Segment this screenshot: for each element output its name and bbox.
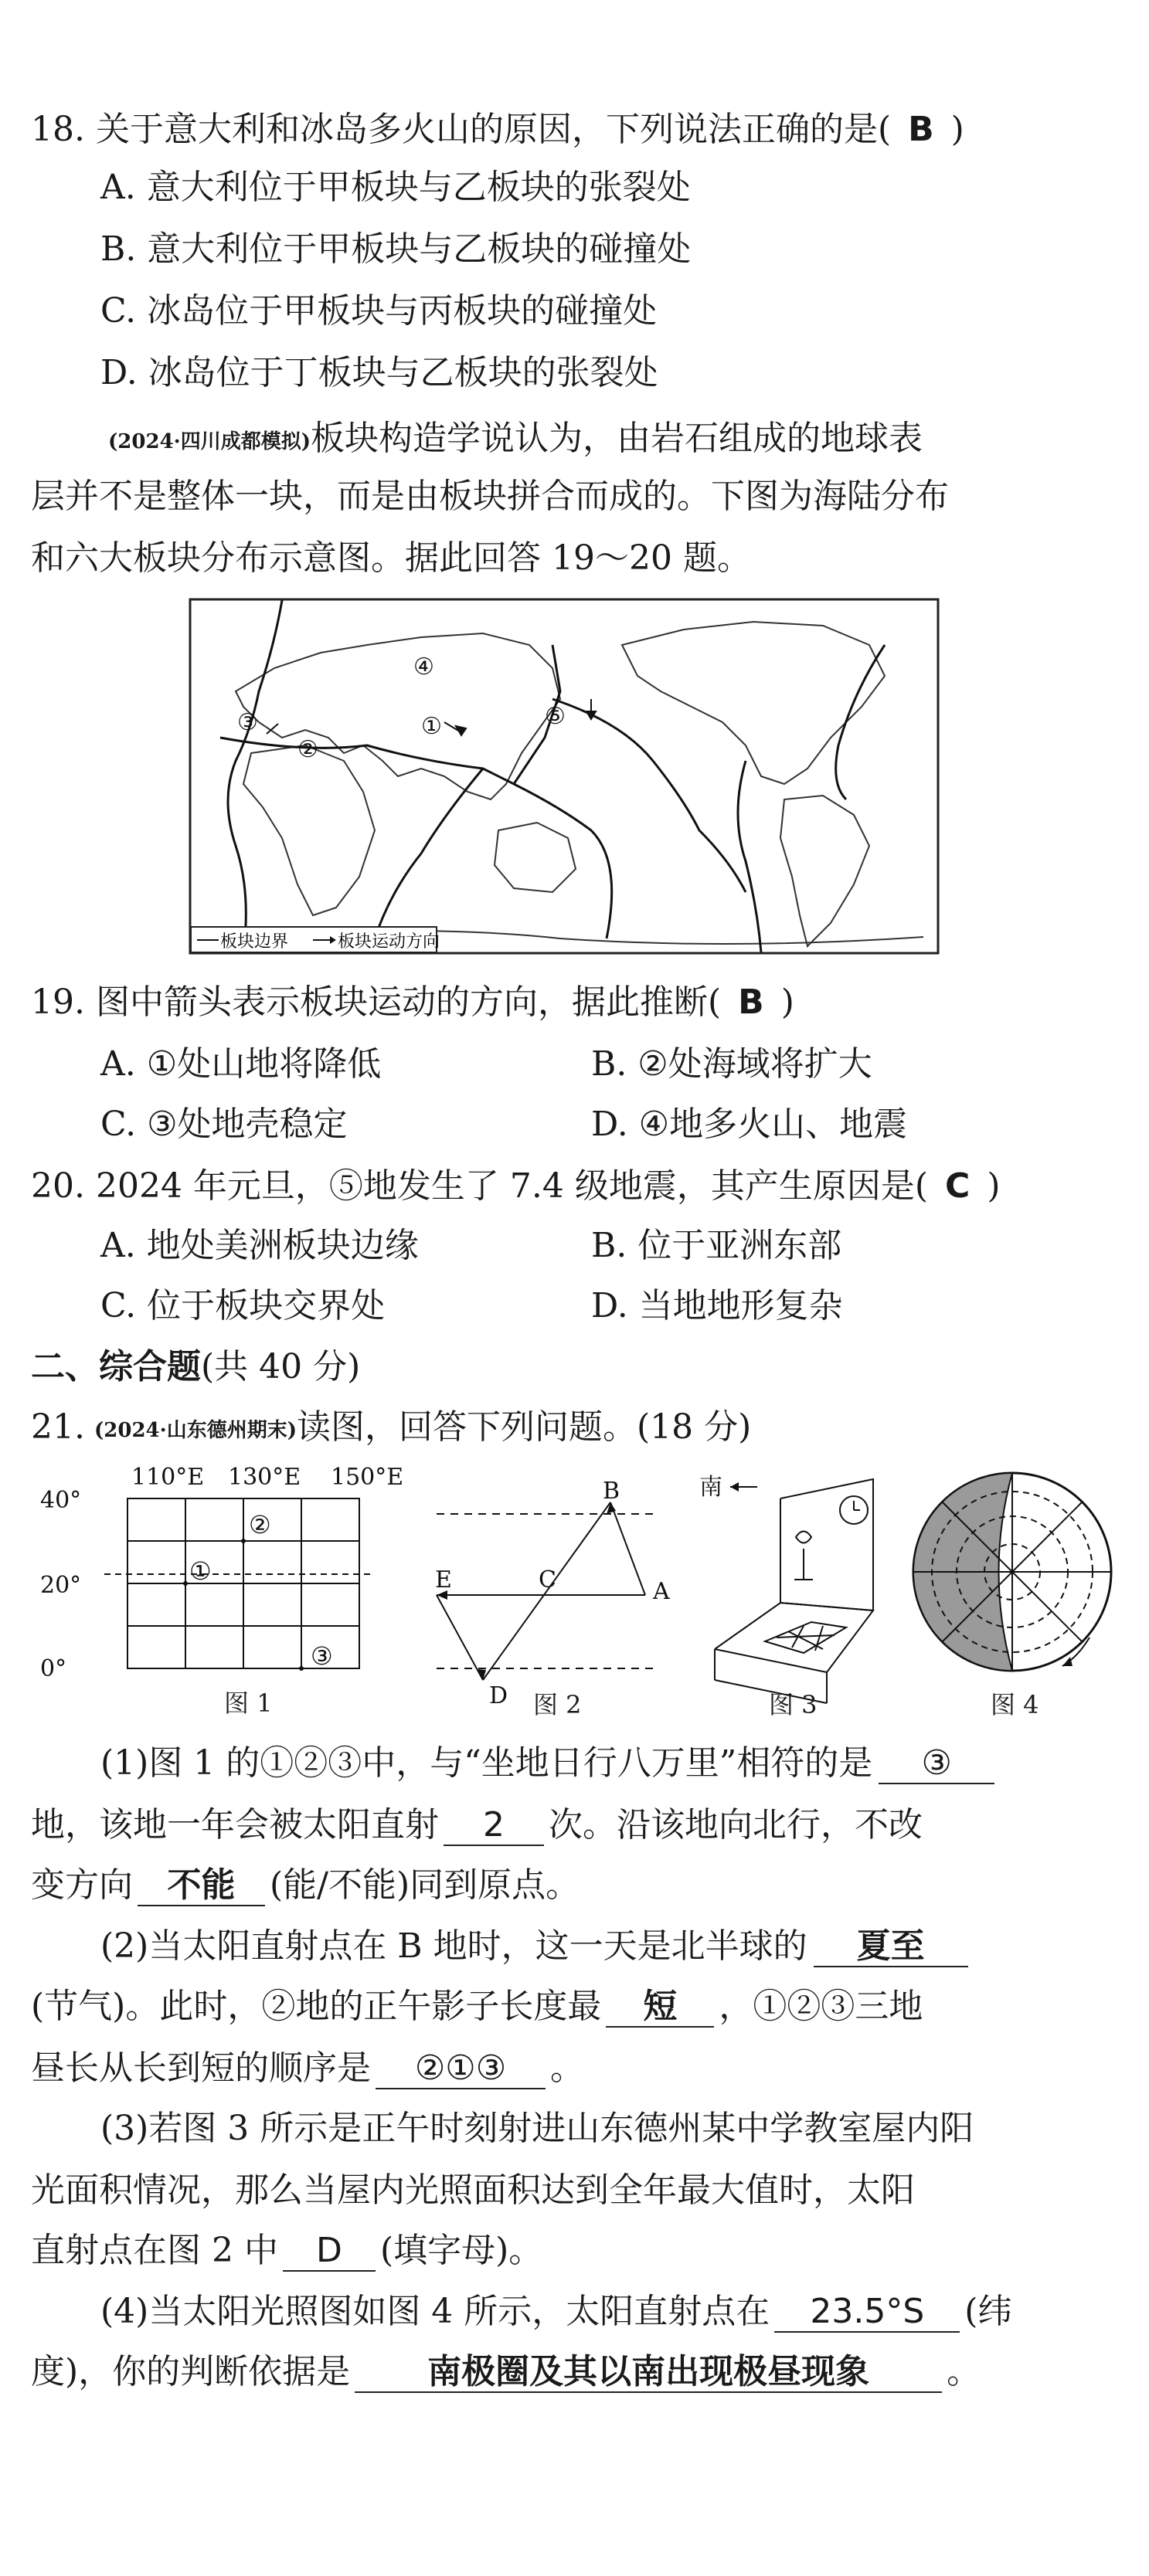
fig1-lon-110: 110°E bbox=[131, 1464, 205, 1491]
sub3-text-1: 直射点在图 2 中 bbox=[31, 2231, 278, 2270]
sub3-line-2: 光面积情况，那么当屋内光照面积达到全年最大值时，太阳 bbox=[31, 2170, 915, 2210]
q20-option-d: D. 当地地形复杂 bbox=[591, 1286, 843, 1325]
sub1-blank-2: 2 bbox=[444, 1806, 544, 1846]
fig1-lon-130: 130°E bbox=[228, 1464, 301, 1491]
sub4-blank-1: 23.5°S bbox=[774, 2293, 960, 2333]
figure-1-svg bbox=[39, 1460, 404, 1715]
figure-2 bbox=[421, 1475, 684, 1719]
figure-3 bbox=[695, 1464, 889, 1719]
sub3-line-3 bbox=[31, 2229, 542, 2272]
q18-close: ) bbox=[950, 110, 964, 149]
sub1-text-2: 地，该地一年会被太阳直射 bbox=[31, 1805, 439, 1845]
fig2-label-c: C bbox=[539, 1566, 556, 1593]
sub1-text-5: (能/不能)同到原点。 bbox=[270, 1865, 580, 1905]
sub3-text-2: (填字母)。 bbox=[379, 2231, 543, 2270]
sub3-line-1: (3)若图 3 所示是正午时刻射进山东德州某中学教室屋内阳 bbox=[100, 2109, 974, 2148]
sub4-line-1 bbox=[100, 2290, 1011, 2333]
sub1-line-1 bbox=[100, 1742, 994, 1785]
q19-stem-text: 19. 图中箭头表示板块运动的方向，据此推断( bbox=[31, 983, 722, 1022]
q18-option-b: B. 意大利位于甲板块与乙板块的碰撞处 bbox=[100, 229, 692, 269]
q19-answer: B bbox=[738, 983, 764, 1022]
map-marker-1: ① bbox=[421, 713, 442, 740]
q18-option-c: C. 冰岛位于甲板块与丙板块的碰撞处 bbox=[100, 291, 658, 331]
sub4-text-2: (纬 bbox=[964, 2292, 1012, 2331]
sub4-line-2 bbox=[31, 2350, 981, 2394]
fig3-south-arrow-icon bbox=[730, 1482, 739, 1492]
plate-map-svg bbox=[189, 599, 939, 954]
q18-option-a: A. 意大利位于甲板块与乙板块的张裂处 bbox=[100, 168, 691, 207]
sub1-blank-3: 不能 bbox=[138, 1866, 265, 1906]
sub4-blank-2: 南极圈及其以南出现极昼现象 bbox=[355, 2353, 942, 2393]
section-2-title: 二、综合题 bbox=[31, 1347, 201, 1386]
q20-stem-text: 20. 2024 年元旦，⑤地发生了 7.4 级地震，其产生原因是( bbox=[31, 1166, 929, 1206]
q20-option-c: C. 位于板块交界处 bbox=[100, 1286, 386, 1325]
figure-4 bbox=[912, 1464, 1120, 1719]
fig1-lat-40: 40° bbox=[40, 1487, 82, 1514]
fig2-label-a: A bbox=[653, 1578, 670, 1605]
section-2-heading bbox=[31, 1346, 360, 1389]
section-2-score: (共 40 分) bbox=[201, 1347, 361, 1386]
q18-answer: B bbox=[908, 110, 934, 149]
q18-option-d: D. 冰岛位于丁板块与乙板块的张裂处 bbox=[100, 353, 658, 392]
sub1-text-3: 次。沿该地向北行，不改 bbox=[549, 1805, 923, 1845]
fig4-caption: 图 4 bbox=[991, 1690, 1039, 1719]
figure-3-svg bbox=[695, 1464, 889, 1715]
sub1-text-4: 变方向 bbox=[31, 1865, 133, 1905]
fig3-south-label: 南 bbox=[699, 1474, 722, 1501]
intro-source: (2024·四川成都模拟) bbox=[108, 430, 311, 453]
q20-option-a: A. 地处美洲板块边缘 bbox=[100, 1226, 419, 1265]
fig2-label-e: E bbox=[435, 1566, 452, 1593]
q21-source: (2024·山东德州期末) bbox=[93, 1419, 297, 1442]
intro-text-1: 板块构造学说认为，由岩石组成的地球表 bbox=[311, 419, 923, 458]
q18-stem bbox=[31, 108, 964, 151]
q19-option-a: A. ①处山地将降低 bbox=[100, 1044, 382, 1084]
intro-line-2: 层并不是整体一块，而是由板块拼合而成的。下图为海陆分布 bbox=[31, 477, 949, 516]
fig3-caption: 图 3 bbox=[769, 1690, 818, 1719]
q19-option-b: B. ②处海域将扩大 bbox=[591, 1044, 872, 1084]
q21-stem bbox=[31, 1406, 751, 1452]
sub2-text-2: (节气)。此时，②地的正午影子长度最 bbox=[31, 1987, 602, 2026]
q21-num: 21. bbox=[31, 1407, 85, 1447]
fig2-label-b: B bbox=[603, 1478, 620, 1505]
sub2-text-5: 。 bbox=[550, 2048, 584, 2088]
intro-line-3: 和六大板块分布示意图。据此回答 19～20 题。 bbox=[31, 538, 751, 578]
map-marker-2: ② bbox=[297, 736, 318, 763]
q20-stem bbox=[31, 1165, 1001, 1208]
map-legend-direction: 板块运动方向 bbox=[338, 932, 440, 952]
map-marker-3: ③ bbox=[237, 709, 258, 736]
sub2-line-2 bbox=[31, 1985, 923, 2028]
fig4-rotation-arrow-icon bbox=[1062, 1657, 1073, 1666]
fig1-caption: 图 1 bbox=[224, 1688, 273, 1718]
q18-stem-text: 18. 关于意大利和冰岛多火山的原因，下列说法正确的是( bbox=[31, 110, 892, 149]
fig2-label-d: D bbox=[489, 1682, 508, 1709]
map-legend-boundary: 板块边界 bbox=[220, 932, 289, 952]
fig1-point-2: ② bbox=[249, 1510, 271, 1539]
figure-2-svg bbox=[421, 1475, 684, 1715]
q20-option-b: B. 位于亚洲东部 bbox=[591, 1226, 842, 1265]
fig1-lat-20: 20° bbox=[40, 1572, 82, 1599]
sub2-text-3: ，①②③三地 bbox=[719, 1987, 923, 2026]
q19-close: ) bbox=[780, 983, 794, 1022]
sub2-text-1: (2)当太阳直射点在 B 地时，这一天是北半球的 bbox=[100, 1926, 807, 1966]
sub1-line-2 bbox=[31, 1804, 923, 1847]
fig2-caption: 图 2 bbox=[533, 1690, 582, 1719]
figure-4-svg bbox=[912, 1464, 1120, 1715]
sub2-blank-2: 短 bbox=[606, 1987, 714, 2028]
fig1-point-1: ① bbox=[189, 1556, 212, 1586]
figure-1 bbox=[39, 1460, 404, 1718]
sub4-text-1: (4)当太阳光照图如图 4 所示，太阳直射点在 bbox=[100, 2292, 770, 2331]
sub2-blank-3: ②①③ bbox=[376, 2049, 546, 2089]
sub4-text-4: 。 bbox=[947, 2352, 981, 2391]
fig1-lon-150: 150°E bbox=[331, 1464, 404, 1491]
sub1-text-1: (1)图 1 的①②③中，与“坐地日行八万里”相符的是 bbox=[100, 1743, 873, 1783]
q19-option-c: C. ③处地壳稳定 bbox=[100, 1105, 348, 1144]
intro-line-1 bbox=[108, 417, 923, 463]
fig1-lat-0: 0° bbox=[40, 1655, 67, 1682]
fig1-point-3: ③ bbox=[311, 1641, 333, 1671]
sub2-text-4: 昼长从长到短的顺序是 bbox=[31, 2048, 371, 2088]
sub2-line-3 bbox=[31, 2047, 584, 2090]
q19-stem bbox=[31, 981, 794, 1024]
plate-map bbox=[189, 599, 939, 954]
sub1-blank-1: ③ bbox=[879, 1744, 994, 1784]
q19-option-d: D. ④地多火山、地震 bbox=[591, 1105, 908, 1144]
sub1-line-3 bbox=[31, 1864, 580, 1907]
map-marker-5: ⑤ bbox=[545, 703, 566, 730]
sub4-text-3: 度)，你的判断依据是 bbox=[31, 2352, 351, 2391]
q20-close: ) bbox=[987, 1166, 1001, 1206]
q21-text: 读图，回答下列问题。(18 分) bbox=[297, 1407, 752, 1447]
sub2-blank-1: 夏至 bbox=[814, 1927, 968, 1967]
q20-answer: C bbox=[945, 1166, 971, 1206]
map-marker-4: ④ bbox=[413, 653, 434, 680]
sub3-blank-1: D bbox=[283, 2232, 376, 2272]
sub2-line-1 bbox=[100, 1925, 968, 1968]
